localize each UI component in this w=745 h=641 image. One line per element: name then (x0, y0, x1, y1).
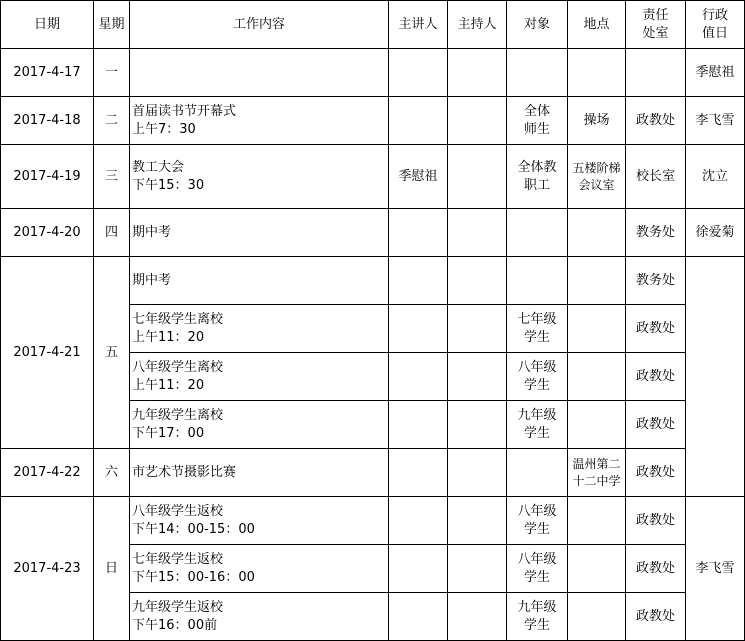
header-row (1, 1, 745, 49)
header-weekday: 星期 (94, 1, 130, 49)
place-cell (568, 305, 626, 353)
content-line: 下午16：00前 (132, 617, 218, 633)
content-line: 市艺术节摄影比赛 (132, 464, 237, 480)
header-audience: 对象 (507, 1, 568, 49)
content-line: 期中考 (132, 224, 172, 240)
host-cell (448, 49, 507, 97)
weekday-cell: 二 (94, 97, 130, 145)
audience-cell (507, 209, 568, 257)
content-line: 下午15：30 (132, 177, 205, 193)
content-line: 下午14：00-15：00 (132, 521, 255, 537)
content-line: 下午15：00-16：00 (132, 569, 255, 585)
table-row (1, 497, 745, 545)
content-line: 上午7：30 (132, 121, 196, 137)
duty-cell: 沈立 (686, 145, 745, 209)
content-cell (130, 145, 389, 209)
duty-cell: 徐爱菊 (686, 209, 745, 257)
place-cell (568, 145, 626, 209)
audience-line: 职工 (523, 177, 550, 193)
weekday-cell: 六 (94, 449, 130, 497)
audience-cell (507, 593, 568, 641)
speaker-cell (389, 209, 448, 257)
place-cell (568, 353, 626, 401)
audience-line: 八年级 (517, 359, 557, 375)
host-cell (448, 497, 507, 545)
audience-cell (507, 305, 568, 353)
content-cell (130, 257, 389, 305)
table-row (1, 257, 745, 305)
host-cell (448, 449, 507, 497)
host-cell (448, 257, 507, 305)
speaker-cell (389, 305, 448, 353)
content-line: 七年级学生离校 (132, 311, 224, 327)
date-cell: 2017-4-17 (1, 49, 94, 97)
content-cell (130, 593, 389, 641)
speaker-cell (389, 353, 448, 401)
place-line: 操场 (583, 112, 610, 128)
header-place: 地点 (568, 1, 626, 49)
host-cell (448, 353, 507, 401)
duty-cell: 李飞雪 (686, 97, 745, 145)
place-cell (568, 449, 626, 497)
office-cell: 教务处 (626, 257, 686, 305)
content-line: 七年级学生返校 (132, 551, 224, 567)
host-cell (448, 593, 507, 641)
office-cell: 政教处 (626, 449, 686, 497)
audience-cell (507, 497, 568, 545)
weekday-cell: 三 (94, 145, 130, 209)
place-cell (568, 497, 626, 545)
audience-line: 学生 (523, 617, 550, 633)
content-line: 教工大会 (132, 159, 185, 175)
place-cell (568, 593, 626, 641)
header-speaker: 主讲人 (389, 1, 448, 49)
header-duty (686, 1, 745, 49)
office-cell: 政教处 (626, 353, 686, 401)
speaker-cell (389, 497, 448, 545)
audience-cell (507, 145, 568, 209)
audience-line: 七年级 (517, 311, 557, 327)
content-cell (130, 353, 389, 401)
speaker-cell (389, 449, 448, 497)
table-row (1, 449, 745, 497)
speaker-cell (389, 545, 448, 593)
header-office-line: 责任 (642, 7, 669, 23)
weekday-cell: 四 (94, 209, 130, 257)
audience-cell (507, 49, 568, 97)
host-cell (448, 401, 507, 449)
audience-line: 师生 (523, 121, 550, 137)
header-date: 日期 (1, 1, 94, 49)
audience-cell (507, 257, 568, 305)
audience-cell (507, 545, 568, 593)
weekday-cell: 日 (94, 497, 130, 641)
audience-line: 九年级 (517, 407, 557, 423)
weekday-cell: 一 (94, 49, 130, 97)
place-cell (568, 49, 626, 97)
content-line: 下午17：00 (132, 425, 205, 441)
audience-cell (507, 353, 568, 401)
content-cell (130, 545, 389, 593)
content-cell (130, 497, 389, 545)
table-row (1, 209, 745, 257)
weekday-cell: 五 (94, 257, 130, 449)
office-cell: 政教处 (626, 497, 686, 545)
header-office (626, 1, 686, 49)
office-cell: 教务处 (626, 209, 686, 257)
date-cell: 2017-4-18 (1, 97, 94, 145)
content-line: 八年级学生返校 (132, 503, 224, 519)
date-cell: 2017-4-23 (1, 497, 94, 641)
place-line: 十二中学 (572, 473, 621, 488)
content-cell (130, 97, 389, 145)
place-cell (568, 97, 626, 145)
host-cell (448, 145, 507, 209)
speaker-cell (389, 593, 448, 641)
place-line: 会议室 (578, 177, 615, 192)
content-line: 九年级学生离校 (132, 407, 224, 423)
header-content: 工作内容 (130, 1, 389, 49)
audience-line: 学生 (523, 569, 550, 585)
content-line: 上午11：20 (132, 329, 205, 345)
host-cell (448, 209, 507, 257)
table-row (1, 97, 745, 145)
content-cell (130, 49, 389, 97)
audience-line: 全体教 (517, 159, 557, 175)
audience-line: 八年级 (517, 551, 557, 567)
office-cell: 政教处 (626, 593, 686, 641)
office-cell: 政教处 (626, 401, 686, 449)
host-cell (448, 305, 507, 353)
audience-cell (507, 449, 568, 497)
date-cell: 2017-4-22 (1, 449, 94, 497)
host-cell (448, 97, 507, 145)
speaker-cell: 季慰祖 (389, 145, 448, 209)
audience-line: 全体 (523, 103, 550, 119)
duty-cell: 李飞雪 (686, 497, 745, 641)
content-cell (130, 401, 389, 449)
audience-line: 学生 (523, 425, 550, 441)
header-duty-line: 行政 (701, 7, 728, 23)
office-cell (626, 49, 686, 97)
content-line: 上午11：20 (132, 377, 205, 393)
header-duty-line: 值日 (701, 25, 728, 41)
date-cell: 2017-4-20 (1, 209, 94, 257)
office-cell: 政教处 (626, 97, 686, 145)
audience-cell (507, 401, 568, 449)
audience-line: 九年级 (517, 599, 557, 615)
audience-cell (507, 97, 568, 145)
place-cell (568, 545, 626, 593)
audience-line: 学生 (523, 329, 550, 345)
speaker-cell (389, 401, 448, 449)
office-cell: 校长室 (626, 145, 686, 209)
duty-cell (686, 257, 745, 497)
header-host: 主持人 (448, 1, 507, 49)
date-cell: 2017-4-19 (1, 145, 94, 209)
place-cell (568, 257, 626, 305)
host-cell (448, 545, 507, 593)
place-cell (568, 209, 626, 257)
schedule-body (1, 49, 745, 641)
audience-line: 学生 (523, 521, 550, 537)
table-row (1, 49, 745, 97)
place-line: 温州第二 (572, 456, 621, 471)
speaker-cell (389, 97, 448, 145)
content-line: 八年级学生离校 (132, 359, 224, 375)
duty-cell: 季慰祖 (686, 49, 745, 97)
audience-line: 学生 (523, 377, 550, 393)
office-cell: 政教处 (626, 305, 686, 353)
content-line: 九年级学生返校 (132, 599, 224, 615)
table-row (1, 145, 745, 209)
place-line: 五楼阶梯 (572, 160, 621, 175)
content-cell (130, 209, 389, 257)
place-cell (568, 401, 626, 449)
date-cell: 2017-4-21 (1, 257, 94, 449)
header-office-line: 处室 (642, 25, 669, 41)
office-cell: 政教处 (626, 545, 686, 593)
content-cell (130, 305, 389, 353)
speaker-cell (389, 49, 448, 97)
audience-line: 八年级 (517, 503, 557, 519)
speaker-cell (389, 257, 448, 305)
content-line: 首届读书节开幕式 (132, 103, 237, 119)
content-cell (130, 449, 389, 497)
content-line: 期中考 (132, 272, 172, 288)
